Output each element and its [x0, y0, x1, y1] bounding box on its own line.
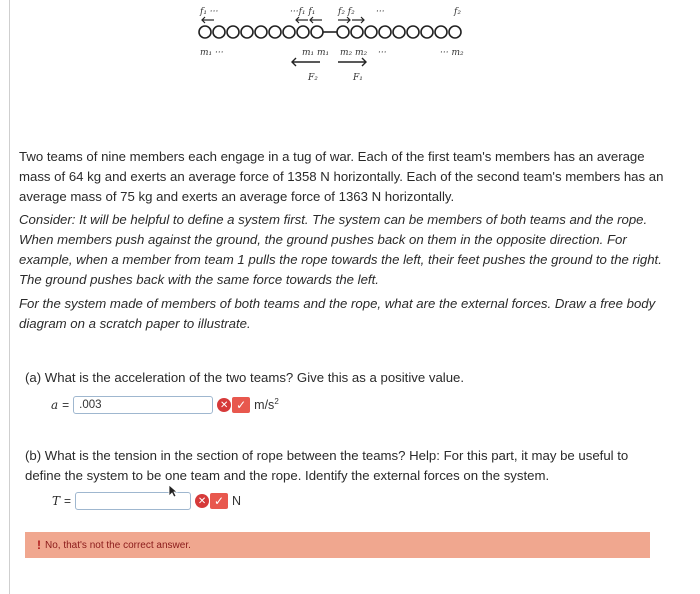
top-label-4: ··· [376, 7, 385, 17]
problem-intro: Two teams of nine members each engage in a tug of war. Each of the first team's members has an average mass of 64 kg and exerts an average force of 1358 N horizontally. Each of the second team's members has an average mass of 75 kg and exerts an average force of 1363 N horizontally. [19, 149, 664, 204]
incorrect-x-icon: ✕ [195, 494, 209, 508]
acceleration-input[interactable] [73, 396, 213, 414]
part-a-variable: a [51, 398, 59, 412]
top-label-1: f₁ ··· [200, 7, 219, 17]
problem-hint: Consider: It will be helpful to define a system first. The system can be members of both teams and the rope. When members push against the ground, the ground pushes back on them in the opposite direction. For example, when a member from team 1 pulls the rope towards the left, their feet pushes the ground to the right. The ground pushes back with the same force towards the left. [19, 212, 662, 287]
part-a-unit-exponent: 2 [274, 397, 279, 407]
check-icon[interactable]: ✓ [232, 397, 250, 413]
part-a-answer-row [51, 396, 279, 414]
tug-of-war-diagram [180, 0, 480, 120]
check-icon[interactable]: ✓ [210, 493, 228, 509]
top-label-3: f₂ f₂ [338, 7, 355, 17]
system-question: For the system made of members of both teams and the rope, what are the external forces. Draw a free body diagram on a scratch paper to illustrate. [19, 296, 656, 331]
part-a-unit-base: m/s [254, 398, 275, 413]
mass-label-5: ··· m₂ [440, 48, 464, 58]
mass-label-1: m₁ ··· [200, 48, 224, 58]
mass-label-4: ··· [378, 48, 387, 58]
part-b-unit: N [232, 494, 242, 508]
part-b-answer-row [52, 492, 241, 510]
force-label-F1: F₁ [353, 73, 363, 83]
top-force-arrows [202, 17, 364, 23]
net-force-arrows [292, 58, 366, 66]
part-a-unit [254, 397, 279, 412]
part-b-question: (b) What is the tension in the section of rope between the teams? Help: For this part, it may be useful to define the system to be one team and the rope. Identify the external forces on the system. [25, 448, 629, 483]
part-b-equals: = [64, 494, 72, 508]
mass-label-3: m₂ m₂ [340, 48, 368, 58]
top-label-5: f₂ [454, 7, 461, 17]
top-label-2: ···f₁ f₁ [290, 7, 316, 17]
mass-label-2: m₁ m₁ [302, 48, 330, 58]
part-a-equals: = [62, 398, 70, 412]
feedback-banner [25, 532, 650, 558]
feedback-text: No, that's not the correct answer. [45, 539, 191, 551]
team-members-row [199, 26, 461, 38]
warning-icon: ! [37, 538, 41, 552]
mouse-pointer-icon [168, 484, 178, 498]
incorrect-x-icon: ✕ [217, 398, 231, 412]
part-a-question: (a) What is the acceleration of the two teams? Give this as a positive value. [25, 370, 465, 385]
tug-of-war-svg [180, 0, 480, 120]
force-label-F2: F₂ [308, 73, 318, 83]
part-b-variable: T [52, 494, 61, 508]
